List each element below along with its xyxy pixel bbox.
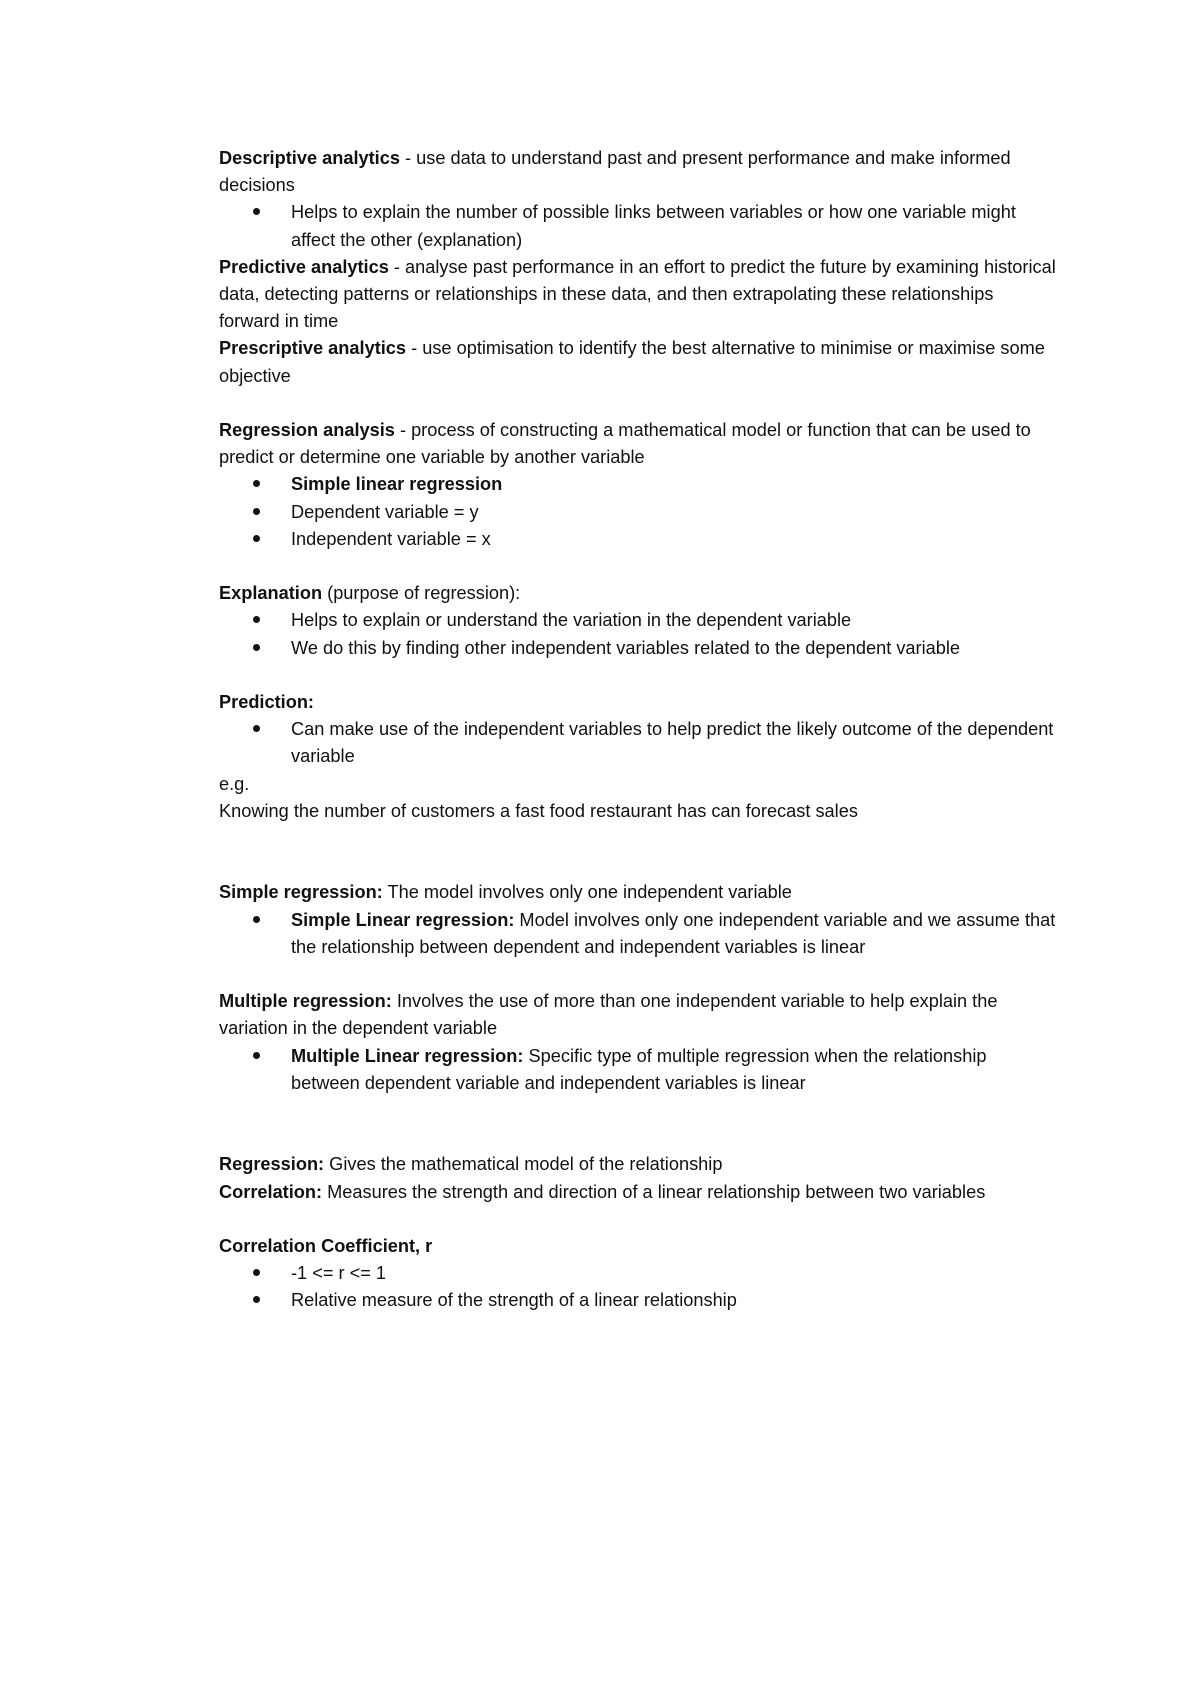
simple-regression-list [219,907,1059,961]
correlation-definition-term: Correlation: [219,1181,323,1202]
list-item [219,1287,1059,1314]
spacer [219,1097,1059,1151]
list-item [219,1260,1059,1287]
predictive-analytics-text: - analyse past performance in an effort to predict the future by examining historical data, detecting patterns or relationships in these data, and then extrapolating these relationships forward in time [219,256,1056,332]
bullet-icon [253,480,260,487]
descriptive-analytics-paragraph [219,145,1059,199]
prediction-list [219,716,1059,770]
prediction-term: Prediction: [219,692,314,713]
correlation-coefficient-heading [219,1233,1059,1260]
correlation-definition-text: Measures the strength and direction of a linear relationship between two variables [322,1181,986,1202]
simple-regression-term: Simple regression: [219,882,383,903]
list-item-text: Dependent variable = y [291,501,479,522]
bullet-icon [253,644,260,651]
explanation-list [219,607,1059,661]
list-item-term: Simple Linear regression: [291,909,515,930]
list-item [219,499,1059,526]
descriptive-analytics-list [219,199,1059,253]
regression-definition [219,1151,1059,1178]
list-item-term: Multiple Linear regression: [291,1045,524,1066]
spacer [219,1206,1059,1233]
prediction-heading [219,689,1059,716]
list-item-text: Specific type of multiple regression when the relationship between dependent variable and independent variables is linear [291,1045,987,1093]
spacer [219,553,1059,580]
list-item [219,199,1059,253]
bullet-icon [253,1296,260,1303]
regression-definition-text: Gives the mathematical model of the relationship [324,1154,723,1175]
correlation-definition [219,1179,1059,1206]
spacer [219,662,1059,689]
list-item-text: Simple linear regression [291,474,503,495]
descriptive-analytics-text: - use data to understand past and present performance and make informed decisions [219,148,1011,196]
correlation-coefficient-list [219,1260,1059,1314]
bullet-icon [253,508,260,515]
prescriptive-analytics-text: - use optimisation to identify the best alternative to minimise or maximise some objective [219,338,1045,386]
bullet-icon [253,1052,260,1059]
spacer [219,825,1059,879]
list-item [219,471,1059,498]
predictive-analytics-paragraph [219,254,1059,336]
list-item [219,1043,1059,1097]
descriptive-analytics-term: Descriptive analytics [219,148,400,168]
prescriptive-analytics-paragraph [219,335,1059,389]
predictive-analytics-term: Predictive analytics [219,256,389,277]
list-item-text: We do this by finding other independent variables related to the dependent variable [291,637,961,658]
spacer [219,961,1059,988]
prescriptive-analytics-term: Prescriptive analytics [219,338,407,359]
correlation-coefficient-term: Correlation Coefficient, r [219,1236,433,1257]
multiple-regression-text: Involves the use of more than one independent variable to help explain the variation in the dependent variable [219,991,998,1039]
spacer [219,390,1059,417]
bullet-icon [253,1269,260,1276]
list-item-text: Relative measure of the strength of a linear relationship [291,1290,737,1311]
list-item-text: Helps to explain the number of possible links between variables or how one variable might affect the other (explanation) [291,202,1016,250]
explanation-heading [219,580,1059,607]
multiple-regression-term: Multiple regression: [219,991,392,1012]
regression-definition-term: Regression: [219,1154,325,1175]
list-item [219,907,1059,961]
list-item [219,526,1059,553]
bullet-icon [253,616,260,623]
explanation-term: Explanation [219,583,323,604]
multiple-regression-paragraph [219,988,1059,1042]
list-item-text: Can make use of the independent variables to help predict the likely outcome of the dependent variable [291,719,1054,767]
list-item [219,635,1059,662]
regression-analysis-term: Regression analysis [219,420,395,441]
bullet-icon [253,208,260,215]
bullet-icon [253,725,260,732]
explanation-text: (purpose of regression): [322,583,521,604]
list-item-text: Model involves only one independent variable and we assume that the relationship between dependent and independent variables is linear [291,909,1056,957]
list-item-text: -1 <= r <= 1 [291,1263,387,1284]
simple-regression-text: The model involves only one independent variable [382,882,792,903]
multiple-regression-list [219,1043,1059,1097]
list-item [219,607,1059,634]
example-label: e.g. [219,773,250,794]
regression-analysis-paragraph [219,417,1059,471]
regression-analysis-text: - process of constructing a mathematical model or function that can be used to predict or determine one variable by another variable [219,420,1031,468]
regression-analysis-list [219,471,1059,553]
document-content [219,145,1059,1315]
bullet-icon [253,916,260,923]
list-item-text: Independent variable = x [291,528,491,549]
list-item-text: Helps to explain or understand the variation in the dependent variable [291,610,852,631]
example-text: Knowing the number of customers a fast food restaurant has can forecast sales [219,800,858,821]
bullet-icon [253,535,260,542]
list-item [219,716,1059,770]
simple-regression-paragraph [219,879,1059,906]
